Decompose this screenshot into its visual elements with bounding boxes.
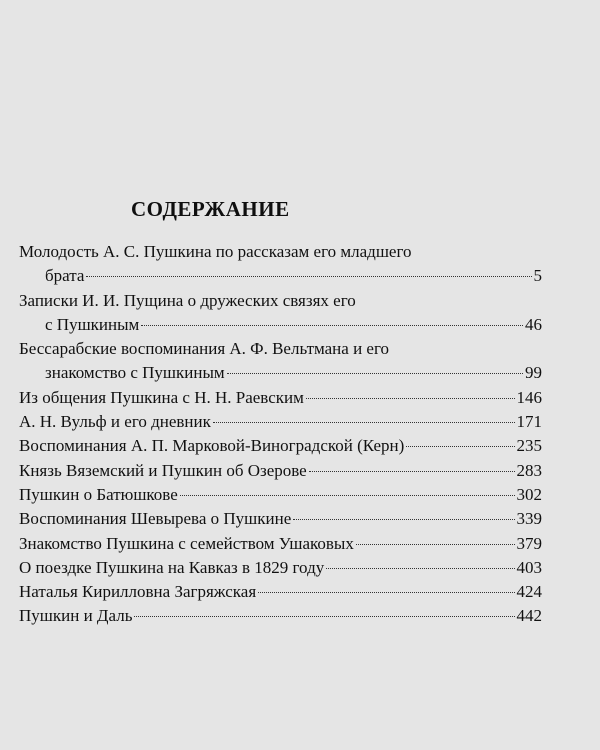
entry-title: Воспоминания А. П. Марковой-Виноградской (Керн) (19, 436, 405, 456)
entry-title-line: знакомство с Пушкиным (45, 363, 225, 383)
toc-entry (19, 289, 542, 338)
entry-title: Наталья Кирилловна Загряжская (19, 582, 257, 602)
dot-leader (258, 592, 514, 593)
entry-title: Пушкин о Батюшкове (19, 484, 178, 504)
page-number: 235 (516, 436, 542, 456)
dot-leader (293, 519, 514, 520)
entry-title: А. Н. Вульф и его дневник (19, 412, 211, 432)
dot-leader (406, 446, 514, 447)
dot-leader (326, 568, 514, 569)
dot-leader (86, 276, 531, 277)
toc-entry (19, 410, 542, 434)
toc-entry (19, 240, 542, 289)
page-number: 46 (525, 314, 542, 334)
page-number: 403 (516, 557, 542, 577)
entry-title: Знакомство Пушкина с семейством Ушаковых (19, 533, 354, 553)
toc-entry (19, 507, 542, 531)
toc-entry (19, 483, 542, 507)
page-number: 5 (533, 266, 542, 286)
dot-leader (180, 495, 515, 496)
page-number: 171 (516, 412, 542, 432)
toc-entry (19, 604, 542, 628)
page-number: 146 (516, 387, 542, 407)
toc-entry (19, 556, 542, 580)
page-title: СОДЕРЖАНИЕ (131, 197, 290, 221)
entry-title-line: Бессарабские воспоминания А. Ф. Вельтмана и его (19, 339, 390, 359)
entry-title: Из общения Пушкина с Н. Н. Раевским (19, 387, 304, 407)
table-of-contents (19, 240, 542, 629)
dot-leader (306, 398, 515, 399)
page-number: 442 (516, 606, 542, 626)
dot-leader (141, 325, 523, 326)
toc-entry (19, 580, 542, 604)
dot-leader (134, 616, 514, 617)
entry-title-line: Молодость А. С. Пушкина по рассказам его младшего (19, 242, 412, 261)
toc-entry (19, 459, 542, 483)
page-number: 283 (516, 460, 542, 480)
entry-title-line: Записки И. И. Пущина о дружеских связях его (19, 290, 356, 310)
page-number: 424 (516, 582, 542, 602)
dot-leader (227, 373, 523, 374)
entry-title: Князь Вяземский и Пушкин об Озерове (19, 460, 307, 480)
dot-leader (356, 544, 515, 545)
dot-leader (309, 471, 515, 472)
page-number: 302 (516, 484, 542, 504)
entry-title-line: брата (45, 266, 85, 286)
entry-title: Пушкин и Даль (19, 606, 133, 626)
entry-title-line: с Пушкиным (45, 314, 140, 334)
page-number: 379 (516, 533, 542, 553)
dot-leader (213, 422, 515, 423)
toc-entry (19, 386, 542, 410)
page-number: 339 (516, 509, 542, 529)
toc-entry (19, 337, 542, 386)
toc-entry (19, 434, 542, 458)
entry-title: Воспоминания Шевырева о Пушкине (19, 509, 292, 529)
entry-title: О поездке Пушкина на Кавказ в 1829 году (19, 557, 325, 577)
toc-entry (19, 532, 542, 556)
page-number: 99 (525, 363, 542, 383)
